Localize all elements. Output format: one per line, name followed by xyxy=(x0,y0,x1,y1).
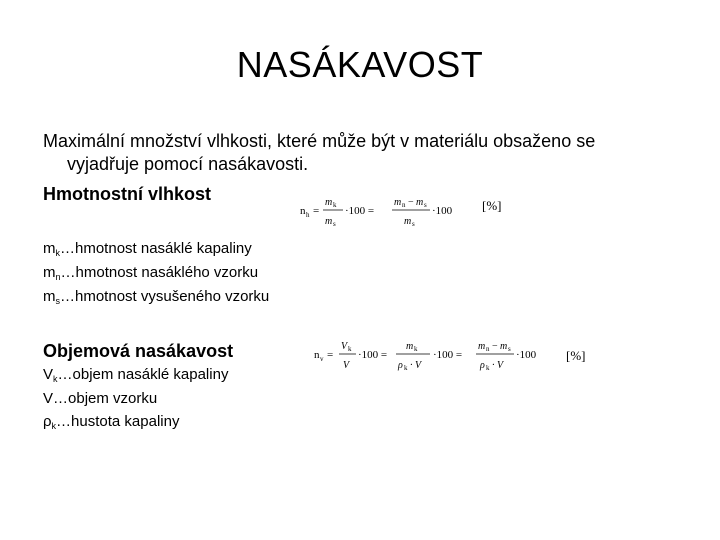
formula-lhs-sub: v xyxy=(320,355,324,363)
formula-times100-b: ·100 xyxy=(432,205,453,217)
formula-frac1-den: V xyxy=(343,360,350,371)
formula-frac2-num-a: m xyxy=(394,197,402,208)
intro-line-1: Maximální množství vlhkosti, které může být v materiálu obsaženo se xyxy=(43,131,596,151)
formula-frac2-num-a-sub: n xyxy=(402,201,406,209)
formula-times100-c: ·100 xyxy=(516,349,537,361)
variable-ms: $m_s\dots hmotnost$ vysušeného vzorku xyxy=(43,288,270,306)
formula-times100-b: ·100 = xyxy=(433,349,463,361)
variable-rhok: $\rho_k\dots hustota$ kapaliny xyxy=(43,413,180,431)
mass-moisture-formula xyxy=(298,190,518,232)
formula-frac2-den-a: ρ xyxy=(398,360,403,371)
formula-frac3-num-b-sub: s xyxy=(508,345,511,353)
formula-times100-a: ·100 = xyxy=(345,205,375,217)
formula-frac3-den-a-sub: k xyxy=(486,364,490,372)
formula-frac3-den-a: ρ xyxy=(480,360,485,371)
formula-frac1-num-sub: k xyxy=(348,345,352,353)
formula-lhs: n xyxy=(314,349,320,361)
formula-frac1-den-sub: s xyxy=(333,220,336,228)
svg-text:−: − xyxy=(408,197,414,208)
formula-frac2-num-b: m xyxy=(416,197,424,208)
formula-frac2-den-sub: s xyxy=(412,220,415,228)
formula-unit: [%] xyxy=(482,198,502,213)
formula-frac2-den-a-sub: k xyxy=(404,364,408,372)
svg-text:=: = xyxy=(313,205,320,217)
variable-v: V…objem vzorku xyxy=(43,390,158,407)
formula-frac2-den-b: · V xyxy=(410,360,422,371)
variable-vk: $V_k\dots objem$ nasáklé kapaliny xyxy=(43,366,229,384)
formula-frac1-den: m xyxy=(325,216,333,227)
formula-frac2-den: m xyxy=(404,216,412,227)
formula-lhs-sub: h xyxy=(306,211,310,219)
volume-absorption-heading: Objemová nasákavost xyxy=(43,341,234,361)
formula-frac1-num-sub: k xyxy=(333,201,337,209)
formula-frac1-num: V xyxy=(341,341,348,352)
svg-text:=: = xyxy=(327,349,334,361)
formula-frac2-num-sub: k xyxy=(414,345,418,353)
formula-frac2-num: m xyxy=(406,341,414,352)
formula-unit: [%] xyxy=(566,348,586,363)
formula-frac1-num: m xyxy=(325,197,333,208)
variable-mk: $m_k\dots hmotnost$ nasáklé kapaliny xyxy=(43,240,252,258)
formula-lhs: n xyxy=(300,205,306,217)
formula-frac3-num-a: m xyxy=(478,341,486,352)
variable-mn: $m_n\dots hmotnost$ nasáklého vzorku xyxy=(43,264,259,282)
intro-text xyxy=(43,130,683,176)
formula-frac3-num-a-sub: n xyxy=(486,345,490,353)
formula-times100-a: ·100 = xyxy=(358,349,388,361)
page-title: NASÁKAVOST xyxy=(236,44,484,85)
formula-frac3-den-b: · V xyxy=(492,360,504,371)
volume-absorption-formula xyxy=(312,336,592,378)
mass-moisture-heading: Hmotnostní vlhkost xyxy=(43,184,212,204)
formula-frac2-num-b-sub: s xyxy=(424,201,427,209)
formula-frac3-num-b: m xyxy=(500,341,508,352)
svg-text:−: − xyxy=(492,341,498,352)
intro-line-2: vyjadřuje pomocí nasákavosti. xyxy=(67,154,309,174)
